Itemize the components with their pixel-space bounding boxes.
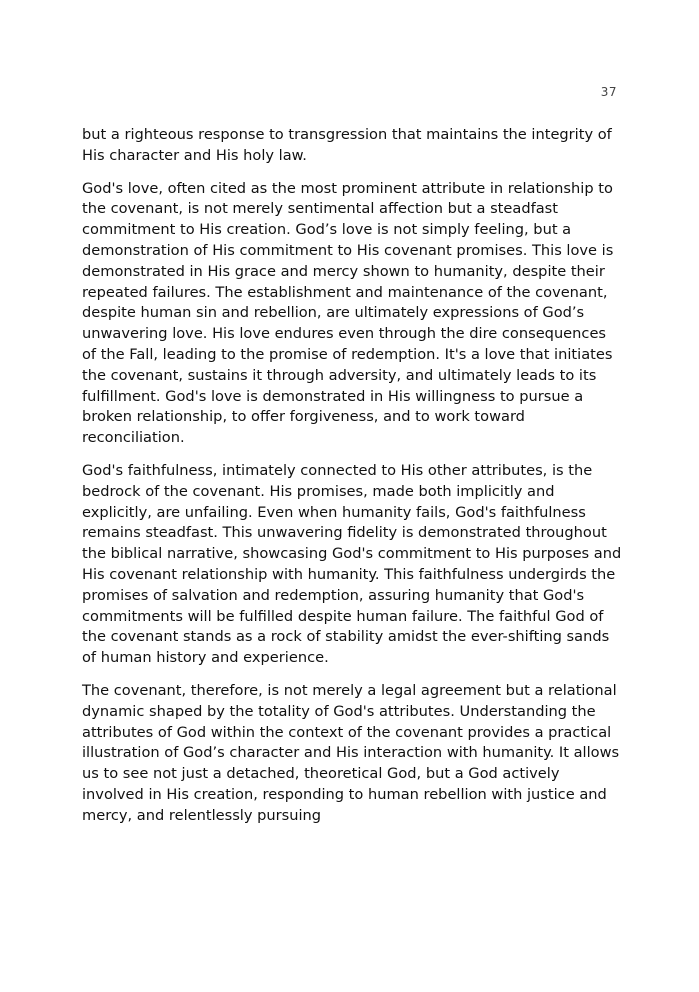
paragraph-covenant-relational: The covenant, therefore, is not merely a legal agreement but a relational dynamic shaped by the totality of God's attributes. Understanding the attributes of God within the context of the covenant provides a practical illustration of God’s character and His interaction with humanity. It allows us to see not just a detached, theoretical God, but a God actively involved in His creation, responding to human rebellion with justice and mercy, and relentlessly pursuing — [82, 681, 620, 824]
body-text — [82, 125, 622, 839]
page-number: 37 — [600, 85, 617, 99]
paragraph-gods-faithfulness: God's faithfulness, intimately connected to His other attributes, is the bedrock of the covenant. His promises, made both implicitly and explicitly, are unfailing. Even when humanity fails, God's faithfulness remains steadfast. This unwavering fidelity is demonstrated throughout the biblical narrative, showcasing God's commitment to His purposes and His covenant relationship with humanity. This faithfulness undergirds the promises of salvation and redemption, assuring humanity that God's commitments will be fulfilled despite human failure. The faithful God of the covenant stands as a rock of stability amidst the ever-shifting sands of human history and experience. — [82, 461, 622, 667]
paragraph-gods-love: God's love, often cited as the most prominent attribute in relationship to the covenant, is not merely sentimental affection but a steadfast commitment to His creation. God’s love is not simply feeling, but a demonstration of His commitment to His covenant promises. This love is demonstrated in His grace and mercy shown to humanity, despite their repeated failures. The establishment and maintenance of the covenant, despite human sin and rebellion, are ultimately expressions of God’s unwavering love. His love endures even through the dire consequences of the Fall, leading to the promise of redemption. It's a love that initiates the covenant, sustains it through adversity, and ultimately leads to its fulfillment. God's love is demonstrated in His willingness to pursue a broken relationship, to offer forgiveness, and to work toward reconciliation. — [82, 179, 614, 447]
paragraph-continuation: but a righteous response to transgression that maintains the integrity of His character and His holy law. — [82, 126, 612, 164]
